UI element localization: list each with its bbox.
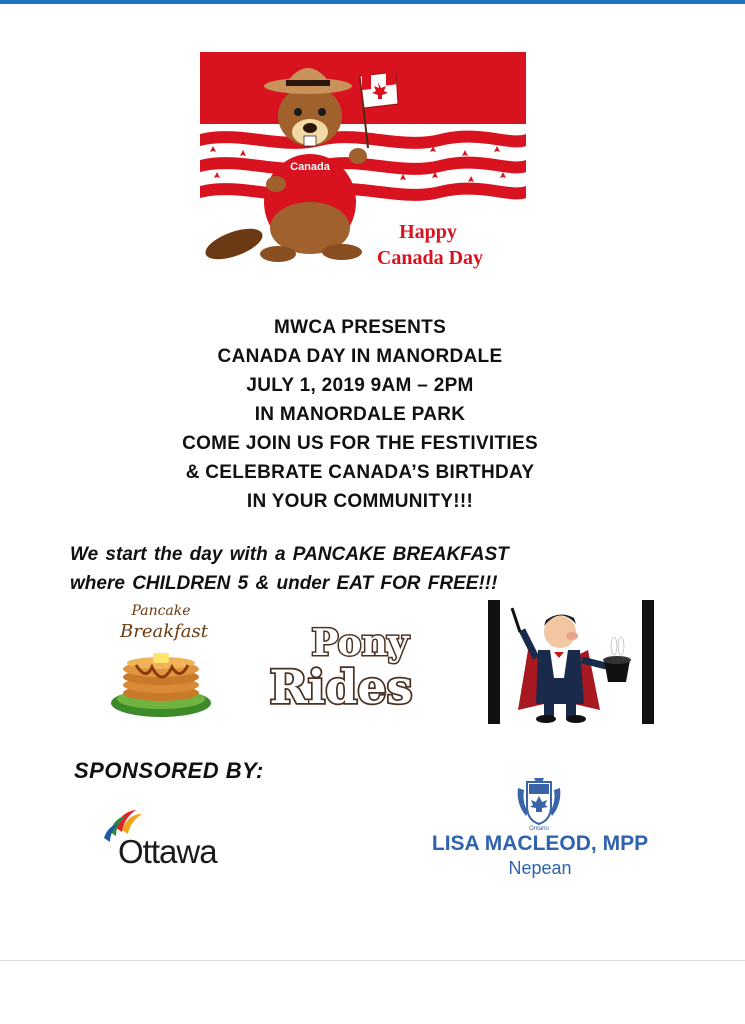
- pancake-label-2: Breakfast: [120, 621, 208, 642]
- announcement-line: IN YOUR COMMUNITY!!!: [246, 491, 474, 512]
- event-announcement: [60, 313, 660, 516]
- pony-rides-icon: [248, 615, 434, 711]
- canada-day-banner: [200, 52, 526, 274]
- breakfast-line: where CHILDREN 5 & under EAT FOR FREE!!!: [70, 573, 498, 594]
- greeting-line-1: Happy: [399, 221, 457, 243]
- announcement-line: JULY 1, 2019 9AM – 2PM: [246, 375, 474, 396]
- mpp-riding: Nepean: [508, 858, 572, 878]
- banner-art: [200, 52, 526, 274]
- crest-caption: Ontario: [529, 826, 549, 832]
- breakfast-note: [70, 540, 710, 598]
- pony-rides-graphic: [248, 615, 434, 711]
- ontario-crest-icon: [514, 776, 564, 828]
- pony-label-2: Rides: [269, 660, 413, 711]
- magician-graphic: [488, 600, 656, 724]
- greeting-line-2: Canada Day: [376, 247, 484, 269]
- pancake-label-1: Pancake: [131, 603, 191, 619]
- magician-icon: [488, 600, 656, 724]
- announcement-line: COME JOIN US FOR THE FESTIVITIES: [182, 433, 538, 454]
- pancake-stack-icon: [106, 597, 216, 725]
- announcement-line: MWCA PRESENTS: [273, 317, 447, 338]
- breakfast-line: We start the day with a PANCAKE BREAKFAST: [70, 544, 509, 565]
- ontario-crest: [514, 776, 564, 828]
- announcement-line: & CELEBRATE CANADA’S BIRTHDAY: [185, 462, 535, 483]
- sponsored-heading: SPONSORED BY:: [74, 758, 264, 783]
- pony-label-1: Pony: [311, 622, 409, 664]
- wave-stripe: [200, 183, 526, 201]
- pancake-breakfast-graphic: [106, 597, 216, 725]
- scan-divider: [0, 960, 745, 961]
- shirt-text: Canada: [290, 161, 330, 173]
- announcement-line: CANADA DAY IN MANORDALE: [217, 346, 503, 367]
- announcement-line: IN MANORDALE PARK: [254, 404, 466, 425]
- ottawa-wordmark: Ottawa: [118, 833, 217, 870]
- wave-stripe: [200, 131, 526, 149]
- mpp-name: LISA MACLEOD, MPP: [431, 832, 649, 855]
- scan-edge: [0, 0, 745, 4]
